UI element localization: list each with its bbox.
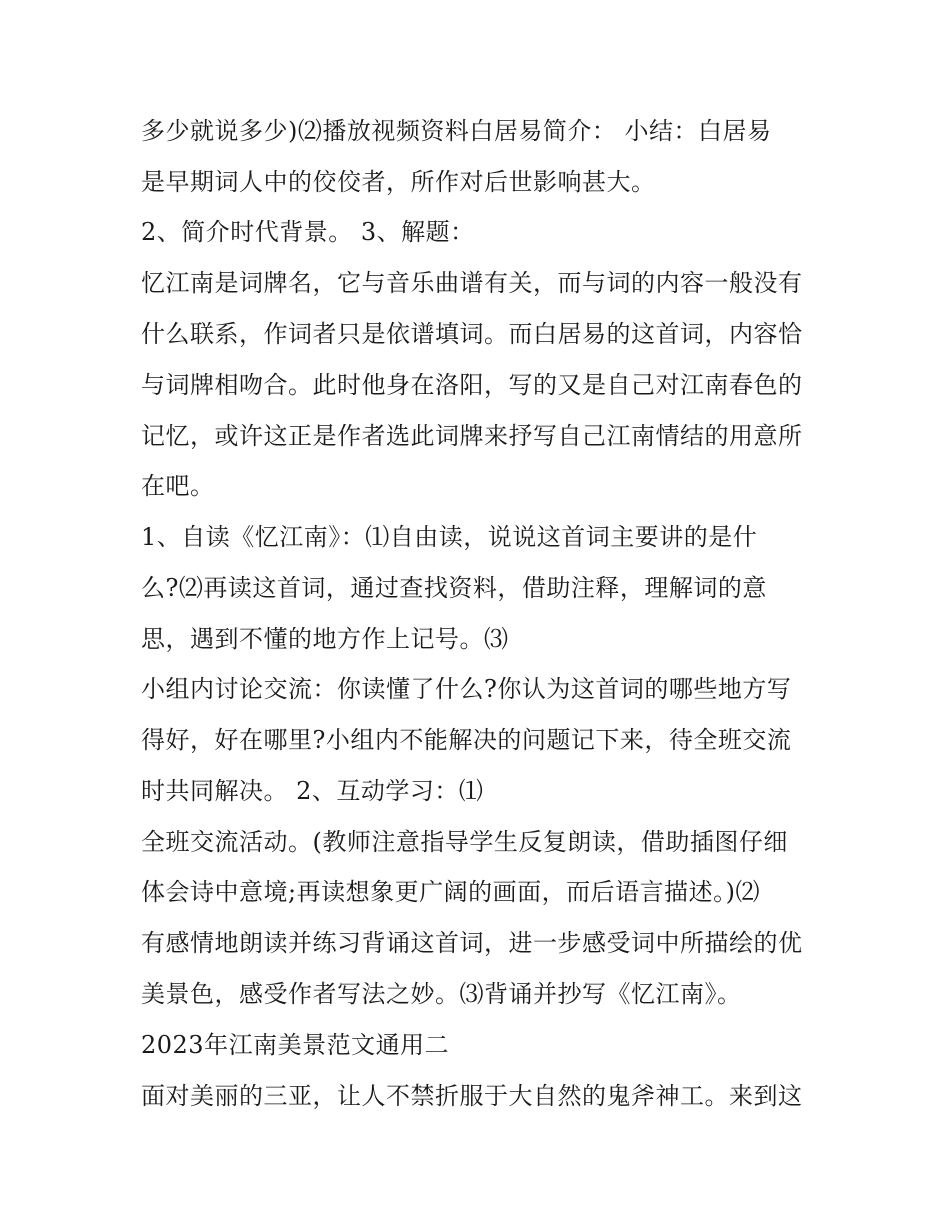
text-line: 思，遇到不懂的地方作上记号。⑶ bbox=[141, 625, 509, 653]
text-line: 记忆，或许这正是作者选此词牌来抒写自己江南情结的用意所 bbox=[141, 422, 803, 450]
text-line: 全班交流活动。(教师注意指导学生反复朗读，借助插图仔细 bbox=[141, 828, 788, 856]
text-line: 小组内讨论交流：你读懂了什么?你认为这首词的哪些地方写 bbox=[141, 675, 792, 703]
text-line: 什么联系，作词者只是依谱填词。而白居易的这首词，内容恰 bbox=[141, 320, 803, 348]
text-line: 在吧。 bbox=[141, 472, 215, 500]
text-line: 忆江南是词牌名，它与音乐曲谱有关，而与词的内容一般没有 bbox=[141, 269, 803, 297]
text-line: 美景色，感受作者写法之妙。⑶背诵并抄写《忆江南》。 bbox=[141, 980, 742, 1008]
text-line: 体会诗中意境;再读想象更广阔的画面，而后语言描述。)⑵ bbox=[141, 878, 760, 906]
text-line: 得好，好在哪里?小组内不能解决的问题记下来，待全班交流 bbox=[141, 726, 792, 754]
text-line: 有感情地朗读并练习背诵这首词，进一步感受词中所描绘的优 bbox=[141, 929, 803, 957]
text-line: 面对美丽的三亚，让人不禁折服于大自然的鬼斧神工。来到这 bbox=[141, 1082, 803, 1110]
text-line: 1、自读《忆江南》：⑴自由读，说说这首词主要讲的是什 bbox=[141, 523, 758, 551]
text-line: 是早期词人中的佼佼者，所作对后世影响甚大。 bbox=[141, 168, 656, 196]
text-line: 2、简介时代背景。 3、解题： bbox=[141, 218, 475, 246]
text-line: 么?⑵再读这首词，通过查找资料，借助注释，理解词的意 bbox=[141, 574, 767, 602]
text-line: 与词牌相吻合。此时他身在洛阳，写的又是自己对江南春色的 bbox=[141, 371, 803, 399]
section-heading: 2023年江南美景范文通用二 bbox=[141, 1031, 450, 1059]
text-line: 多少就说多少)⑵播放视频资料白居易简介： 小结：白居易 bbox=[141, 117, 772, 145]
text-line: 时共同解决。 2、互动学习：⑴ bbox=[141, 777, 484, 805]
